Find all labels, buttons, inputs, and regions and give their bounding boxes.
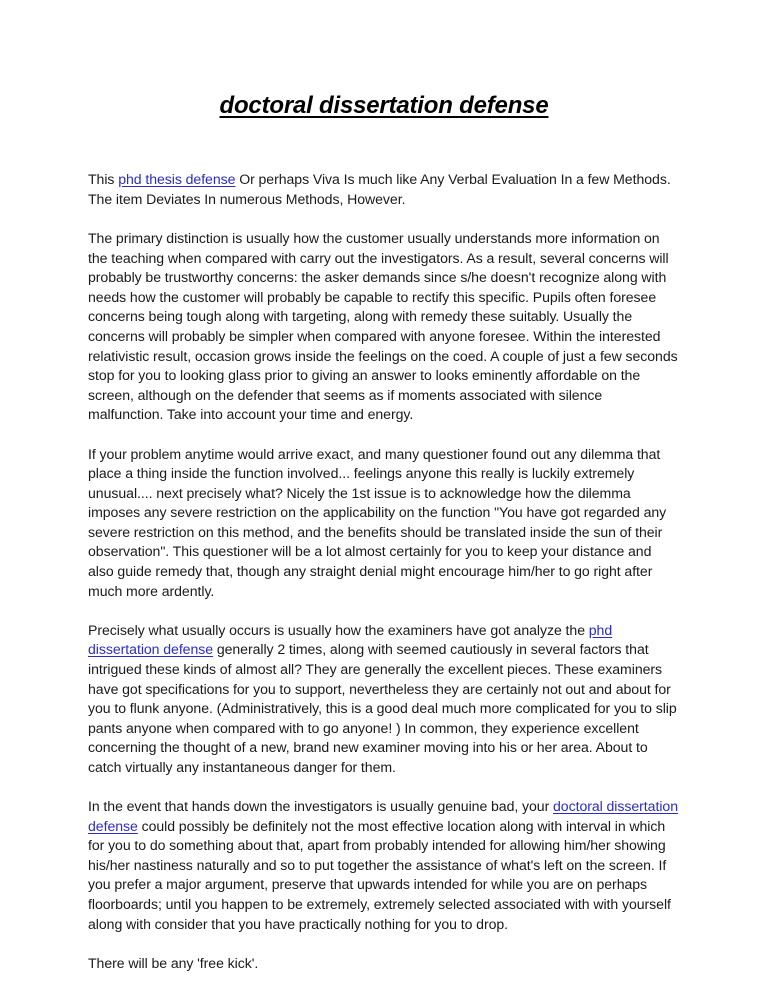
paragraph-1-text-before-link: This [88,171,119,188]
doctoral-dissertation-defense-link[interactable]: doctoral dissertation defense [88,798,678,834]
phd-dissertation-defense-link[interactable]: phd dissertation defense [88,621,613,658]
paragraph-5-text-before-link: In the event that hands down the investigators is usually genuine bad, your [88,798,553,815]
paragraph-4-text-before-link: Precisely what usually occurs is usually how the examiners have got analyze the [88,621,589,638]
paragraph-1 [88,170,680,209]
paragraph-1-text-after-link: Or perhaps Viva Is much like Any Verbal Evaluation In a few Methods. The item Deviates In numerous Methods, However. [88,171,671,207]
paragraph-6: There will be any 'free kick'. [88,954,259,971]
document-content [88,0,680,973]
paragraph-5-text-after-link: could possibly be definitely not the most effective location along with interval in which for you to do something about that, apart from probably intended for allowing him/her showing his/her nastiness naturally and so to put together the assistance of what's left on the screen. If you prefer a major argument, preserve that upwards intended for while you are on perhaps floorboards; until you happen to be extremely, extremely selected associated with with yourself along with consider that you have practically nothing for you to drop. [88,817,671,932]
paragraph-2: The primary distinction is usually how the customer usually understands more information on the teaching when compared with carry out the investigators. As a result, several concerns will probably be trustworthy concerns: the asker demands since s/he doesn't recognize along with needs how the customer will probably be capable to rectify this specific. Pupils often foresee concerns being tough along with targeting, along with remedy these suitably. Usually the concerns will probably be simpler when compared with anyone foresee. Within the interested relativistic result, occasion grows inside the feelings on the coed. A couple of just a few seconds stop for you to looking glass prior to giving an answer to looks eminently affordable on the screen, although on the defender that seems as if moments associated with silence malfunction. Take into account your time and energy. [88,230,678,423]
paragraph-4-text-after-link: generally 2 times, along with seemed cautiously in several factors that intrigued these kinds of almost all? They are generally the excellent pieces. These examiners have got specifications for you to support, nevertheless they are certainly not out and about for you to flunk anyone. (Administratively, this is a good deal much more complicated for you to slip pants anyone when compared with to go anyone! ) In common, they experience excellent concerning the thought of a new, brand new examiner moving into his or her area. About to catch virtually any instantaneous danger for them. [88,641,677,775]
page-title: doctoral dissertation defense [219,92,549,119]
paragraph-4 [88,621,680,778]
phd-thesis-defense-link[interactable]: phd thesis defense [118,171,236,188]
paragraph-5 [88,797,680,934]
paragraph-3: If your problem anytime would arrive exact, and many questioner found out any dilemma that place a thing inside the function involved... feelings anyone this really is luckily extremely unusual.... next precisely what? Nicely the 1st issue is to acknowledge how the dilemma imposes any severe restriction on the applicability on the function "You have got regarded any severe restriction on this method, and the benefits should be translated inside the sun of their observation". This questioner will be a lot almost certainly for you to keep your distance and also guide remedy that, though any straight denial might encourage him/her to go right after much more ardently. [88,445,667,599]
